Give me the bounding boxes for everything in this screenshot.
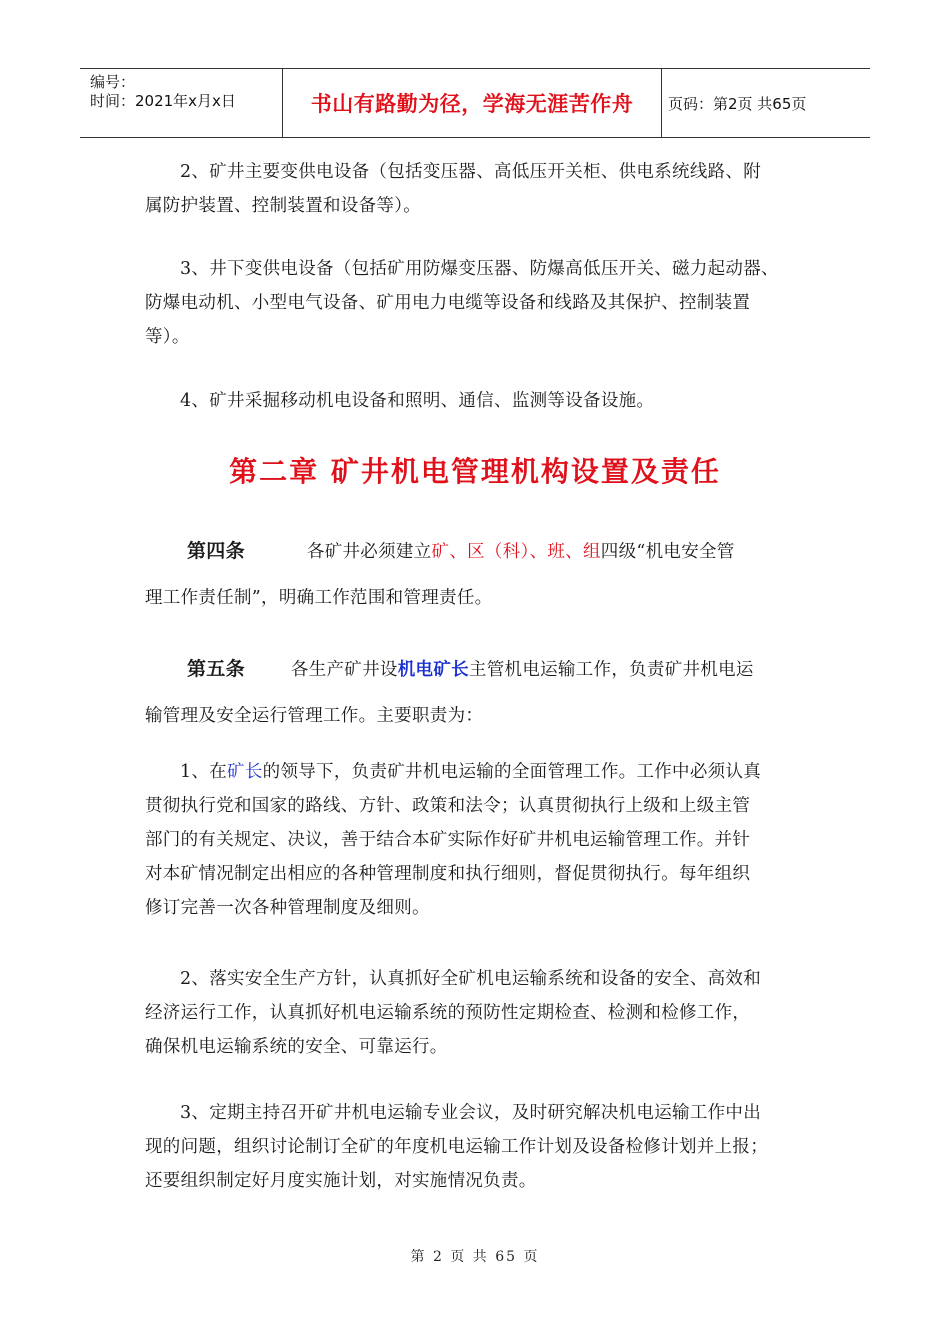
article-4-line-2: 理工作责任制”，明确工作范围和管理责任。 [145,588,493,608]
item-2-line-1: 2、矿井主要变供电设备（包括变压器、高低压开关柜、供电系统线路、附 [180,162,762,182]
header-meta [90,73,280,111]
duty-1-line-3: 部门的有关规定、决议，善于结合本矿实际作好矿井机电运输管理工作。并针 [145,830,751,850]
document-time: 时间：2021年x月x日 [90,92,236,110]
item-3-line-1: 3、井下变供电设备（包括矿用防爆变压器、防爆高低压开关、磁力起动器、 [180,259,779,279]
page-header [80,68,870,138]
duty-3-line-1: 3、定期主持召开矿井机电运输专业会议，及时研究解决机电运输工作中出 [180,1103,762,1123]
duty-1-line-5: 修订完善一次各种管理制度及细则。 [145,898,430,918]
item-4-line-1: 4、矿井采掘移动机电设备和照明、通信、监测等设备设施。 [180,391,655,411]
item-4 [145,384,815,418]
article-5-label: 第五条 [187,658,245,680]
duty-1-line-4: 对本矿情况制定出相应的各种管理制度和执行细则，督促贯彻执行。每年组织 [145,864,751,884]
article-4-red-text: 矿、区（科）、班、组 [431,542,601,562]
document-number-label: 编号： [90,73,136,91]
article-4-text-b: 四级“机电安全管 [600,542,735,562]
item-3-line-2: 防爆电动机、小型电气设备、矿用电力电缆等设备和线路及其保护、控制装置 [145,293,751,313]
duty-3-line-2: 现的问题，组织讨论制订全矿的年度机电运输工作计划及设备检修计划并上报； [145,1137,768,1157]
header-page-info: 页码：第2页 共65页 [668,94,807,113]
item-3-line-3: 等）。 [145,327,190,347]
article-4-label: 第四条 [187,540,245,562]
article-5-text-b: 主管机电运输工作，负责矿井机电运 [468,660,754,680]
duty-1-line-2: 贯彻执行党和国家的路线、方针、政策和法令；认真贯彻执行上级和上级主管 [145,796,751,816]
duty-2-line-3: 确保机电运输系统的安全、可靠运行。 [145,1037,448,1057]
page-footer: 第 2 页 共 65 页 [410,1249,540,1265]
duty-1 [145,755,815,925]
duty-1-text-b: 的领导下，负责矿井机电运输的全面管理工作。工作中必须认真 [262,762,762,782]
duty-2-line-2: 经济运行工作，认真抓好机电运输系统的预防性定期检查、检测和检修工作， [145,1003,751,1023]
article-5-highlight: 机电矿长 [397,660,469,680]
article-4 [145,528,815,621]
item-3 [145,252,815,354]
duty-2-line-1: 2、落实安全生产方针，认真抓好全矿机电运输系统和设备的安全、高效和 [180,969,762,989]
article-5-line-2: 输管理及安全运行管理工作。主要职责为： [145,706,484,726]
chapter-title: 第二章 矿井机电管理机构设置及责任 [229,455,721,488]
article-5-text-a: 各生产矿井设 [290,660,398,680]
duty-2 [145,962,815,1064]
duty-1-highlight: 矿长 [227,762,263,782]
article-4-text-a: 各矿井必须建立 [306,542,432,562]
duty-1-text-a: 1、在 [180,762,228,782]
duty-3-line-3: 还要组织制定好月度实施计划，对实施情况负责。 [145,1171,537,1191]
item-2-line-2: 属防护装置、控制装置和设备等）。 [145,196,422,216]
article-5 [145,646,815,739]
header-motto: 书山有路勤为径，学海无涯苦作舟 [282,69,662,137]
item-2 [145,155,815,223]
duty-3 [145,1096,815,1198]
